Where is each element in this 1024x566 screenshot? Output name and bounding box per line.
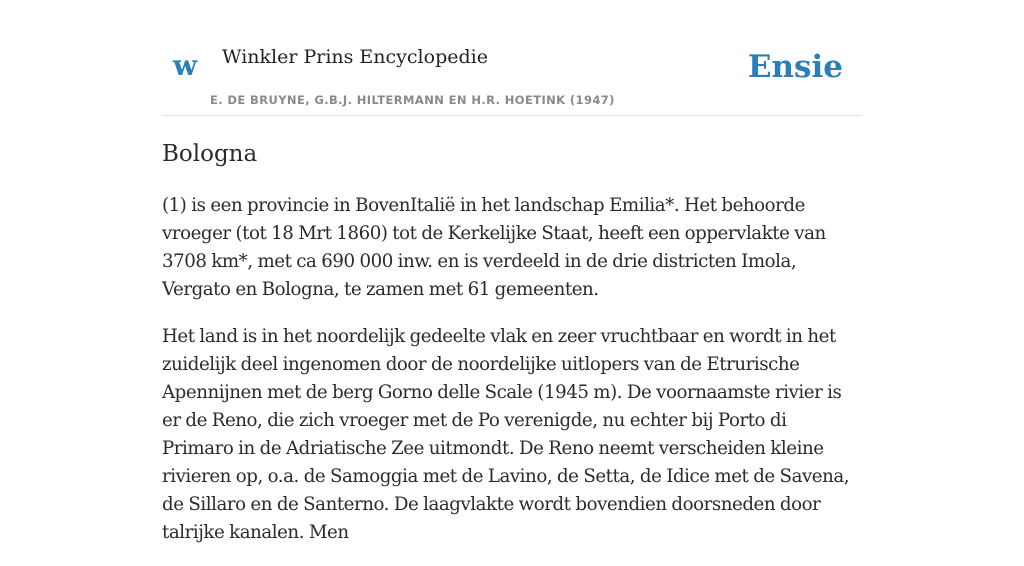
article-body	[162, 192, 862, 566]
article-paragraph: Het land is in het noordelijk gedeelte vlak en zeer vruchtbaar en wordt in het zuidelijk deel ingenomen door de noordelijke uitlopers van de Etrurische Apennijnen met de berg Gorno delle Scale (1945 m). De voornaamste rivier is er de Reno, die zich vroeger met de Po verenigde, nu echter bij Porto di Primaro in de Adriatische Zee uitmondt. De Reno neemt verscheiden kleine rivieren op, o.a. de Samoggia met de Lavino, de Setta, de Idice met de Savena, de Sillaro en de Santerno. De laagvlakte wordt bovendien doorsneden door talrijke kanalen. Men	[162, 326, 850, 543]
ensie-brand-link[interactable]: Ensie	[747, 49, 843, 85]
page-container	[162, 0, 862, 543]
winkler-prins-logo[interactable]: w	[173, 49, 198, 82]
source-authors: E. DE BRUYNE, G.B.J. HILTERMANN EN H.R. HOETINK (1947)	[210, 93, 615, 107]
article-paragraph: (1) is een provincie in BovenItalië in het landschap Emilia*. Het behoorde vroeger (tot 18 Mrt 1860) tot de Kerkelijke Staat, heeft een oppervlakte van 3708 km*, met ca 690 000 inw. en is verdeeld in de drie districten Imola, Vergato en Bologna, te zamen met 61 gemeenten.	[162, 195, 826, 300]
site-header	[162, 0, 862, 116]
source-title[interactable]: Winkler Prins Encyclopedie	[222, 46, 488, 68]
article-title: Bologna	[162, 141, 258, 167]
